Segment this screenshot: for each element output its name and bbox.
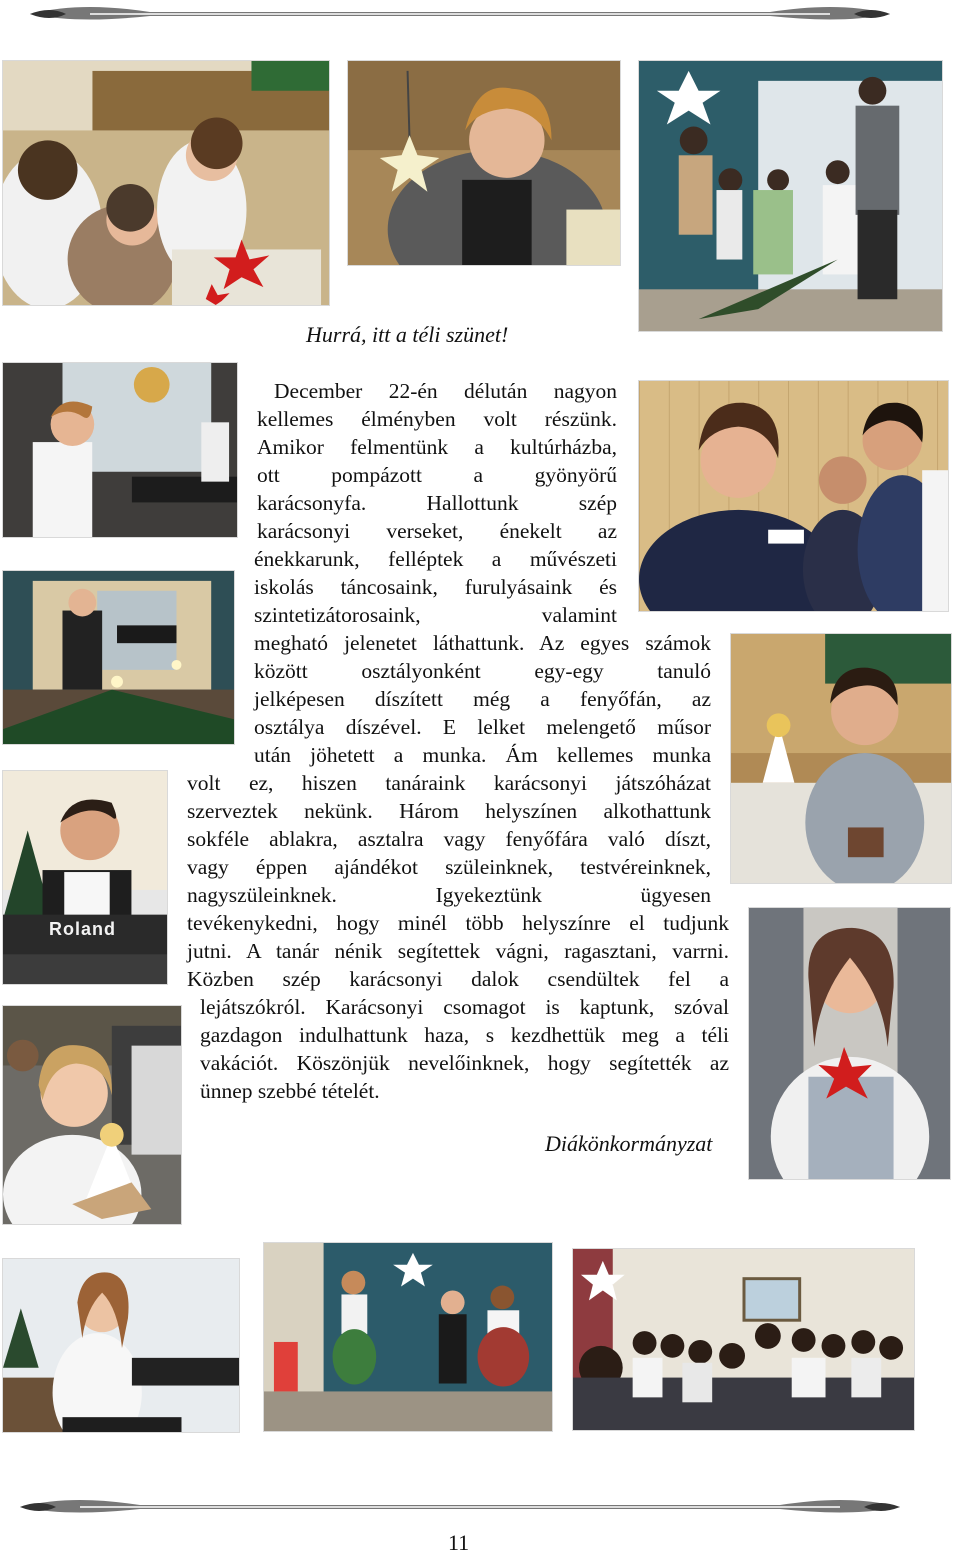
article-line-23: lejátszókról. Karácsonyi csomagot is kaptunk, szóval: [200, 995, 729, 1019]
article-line-16: szerveztek nekünk. Három helyszínen alkothattunk: [187, 799, 711, 823]
article-line-1: December 22-én délután nagyon: [274, 379, 617, 403]
article-line-26: ünnep szebbé tételét.: [200, 1079, 380, 1103]
photo-girl-red-star: [748, 907, 951, 1180]
article-title: Hurrá, itt a téli szünet!: [306, 322, 509, 347]
photo-girl-paper-angel: [2, 1005, 182, 1225]
photo-boy-roland-keyboard: [2, 770, 168, 985]
photo-audience-children: [572, 1248, 915, 1431]
article-line-19: nagyszüleinknek. Igyekeztünk ügyesen: [187, 883, 711, 907]
article-line-8: iskolás táncosaink, furulyásaink és: [254, 575, 617, 599]
article-line-18: vagy éppen ajándékot szüleinknek, testvéreinknek,: [187, 855, 711, 879]
photo-boy-keyboard: [2, 362, 238, 538]
article-line-17: sokféle ablakra, asztalra vagy fenyőfára való díszt,: [187, 827, 711, 851]
article-line-7: énekkarunk, felléptek a művészeti: [254, 547, 617, 571]
photo-folk-dancers: [263, 1242, 553, 1432]
article-line-11: között osztályonként egy-egy tanuló: [254, 659, 711, 683]
bottom-ornament-divider: [20, 1497, 900, 1517]
article-line-10: megható jelenetet láthattunk. Az egyes számok: [254, 631, 711, 655]
photo-teacher-boys-crafting: [638, 380, 949, 612]
photo-stage-play: [638, 60, 943, 332]
photo-boy-paper-angel: [730, 633, 952, 884]
article-line-13: osztálya díszével. E lelket melengető műsor: [254, 715, 711, 739]
article-line-15: volt ez, hiszen tanáraink karácsonyi játszóházat: [187, 771, 711, 795]
article-line-3: Amikor felmentünk a kultúrházba,: [257, 435, 617, 459]
photo-children-paper-stars: [2, 60, 330, 306]
top-ornament-divider: [30, 4, 890, 24]
article-line-24: gazdagon indulhattunk haza, s kezdhettük meg a téli: [200, 1023, 729, 1047]
photo-teacher-with-star: [347, 60, 621, 266]
article-line-21: jutni. A tanár nénik segítettek vágni, ragasztani, varrni.: [187, 939, 729, 963]
article-line-2: kellemes élményben volt részünk.: [257, 407, 617, 431]
article-line-5: karácsonyfa. Hallottunk szép: [257, 491, 617, 515]
article-line-20: tevékenykedni, hogy minél több helyszínre el tudjunk: [187, 911, 729, 935]
article-line-6: karácsonyi verseket, énekelt az: [257, 519, 617, 543]
article-signature: Diákönkormányzat: [545, 1131, 713, 1156]
article-line-12: jelképesen díszített még a fenyőfán, az: [254, 687, 711, 711]
article-line-9: szintetizátorosaink, valamint: [254, 603, 617, 627]
photo-girl-keyboard: [2, 1258, 240, 1433]
article-line-4: ott pompázott a gyönyörű: [257, 463, 617, 487]
article-line-22: Közben szép karácsonyi dalok csendültek fel a: [187, 967, 729, 991]
photo-stage-piano-tree: [2, 570, 235, 745]
page-number: 11: [448, 1530, 470, 1555]
article-line-14: után jöhetett a munka. Ám kellemes munka: [254, 743, 711, 767]
keyboard-brand-label: Roland: [49, 919, 116, 939]
article-line-25: vakációt. Köszönjük nevelőinknek, hogy segítették az: [200, 1051, 729, 1075]
